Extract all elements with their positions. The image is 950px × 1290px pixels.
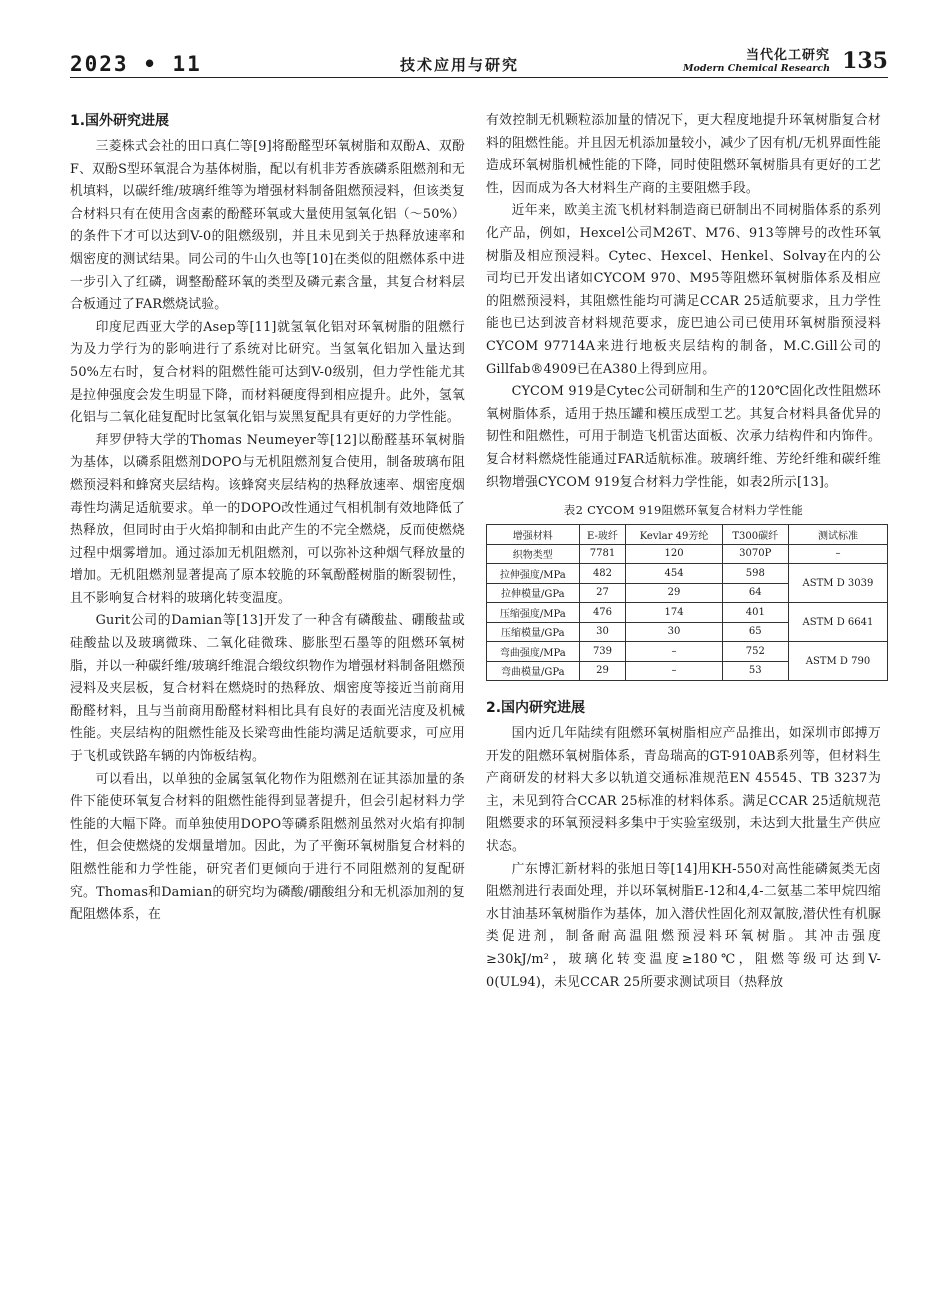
table-cell: 482 <box>579 564 626 584</box>
table-cell: 739 <box>579 642 626 662</box>
table-cell: 3070P <box>722 544 788 564</box>
table-cell: 织物类型 <box>487 544 580 564</box>
table-cell: 454 <box>626 564 722 584</box>
table-cell: 7781 <box>579 544 626 564</box>
journal-name-cn: 当代化工研究 <box>745 48 830 63</box>
table-header: T300碳纤 <box>722 525 788 545</box>
table-cell: 120 <box>626 544 722 564</box>
table-cell: 30 <box>626 622 722 642</box>
table-cell: 476 <box>579 603 626 623</box>
table-cell: 752 <box>722 642 788 662</box>
table-cell: 29 <box>626 583 722 603</box>
paragraph: 广东博汇新材料的张旭日等[14]用KH-550对高性能磷氮类无卤阻燃剂进行表面处理，并以环氧树脂E-12和4,4-二氨基二苯甲烷四缩水甘油基环氧树脂作为基体，加入潜伏性固化剂双氰胺,潜伏性有机脲类促进剂，制备耐高温阻燃预浸料环氧树脂。其冲击强度≥30kJ/m²，玻璃化转变温度≥180℃，阻燃等级可达到V-0(UL94)，未见CCAR 25所要求测试项目（热释放 <box>486 861 881 990</box>
table-cell: 53 <box>722 661 788 681</box>
test-standard-cell: ASTM D 790 <box>788 642 887 681</box>
paragraph: 近年来，欧美主流飞机材料制造商已研制出不同树脂体系的系列化产品，例如，Hexcel公司M26T、M76、913等牌号的改性环氧树脂及相应预浸料。Cytec、Hexcel、Henkel、Solvay在内的公司均已开发出诸如CYCOM 970、M95等阻燃环氧树脂体系及相应的阻燃预浸料，其阻燃性能均可满足CCAR 25适航要求，且力学性能也已达到波音材料规范要求，庞巴迪公司已使用环氧树脂预浸料CYCOM 97714A来进行地板夹层结构的制备，M.C.Gill公司的Gillfab®4909已在A380上得到应用。 <box>486 203 881 377</box>
table-cell: 压缩强度/MPa <box>487 603 580 623</box>
table-cell: 174 <box>626 603 722 623</box>
table-caption: 表2 CYCOM 919阻燃环氧复合材料力学性能 <box>563 503 804 518</box>
properties-table <box>486 524 888 681</box>
table-row <box>487 603 888 623</box>
table-cell: 598 <box>722 564 788 584</box>
section-heading-foreign: 1.国外研究进展 <box>70 113 170 129</box>
table-cell: – <box>626 661 722 681</box>
right-column <box>486 110 881 994</box>
table-cell: 弯曲模量/GPa <box>487 661 580 681</box>
table-row <box>487 564 888 584</box>
journal-name-en: Modern Chemical Research <box>683 63 830 74</box>
table-header-row <box>487 525 888 545</box>
paragraph: 三菱株式会社的田口真仁等[9]将酚醛型环氧树脂和双酚A、双酚F、双酚S型环氧混合为基体树脂，配以有机非芳香族磷系阻燃剂和无机填料，以碳纤维/玻璃纤维等为增强材料制备阻燃预浸料，但该类复合材料只有在使用含卤素的酚醛环氧或大量使用氢氧化铝（～50%）的条件下才可以达到V-0的阻燃级别，并且未见到关于热释放速率和烟密度的测试结果。同公司的牛山久也等[10]在类似的阻燃体系中进一步引入了红磷，调整酚醛环氧的类型及磷元素含量，其复合材料层合板通过了FAR燃烧试验。 <box>70 139 465 313</box>
paragraph: 拜罗伊特大学的Thomas Neumeyer等[12]以酚醛基环氧树脂为基体，以磷系阻燃剂DOPO与无机阻燃剂复合使用，制备玻璃布阻燃预浸料和蜂窝夹层结构。该蜂窝夹层结构的热释放速率、烟密度烟毒性均满足适航要求。单一的DOPO改性通过气相机制有效地降低了热释放，但同时由于火焰抑制和由此产生的不完全燃烧，反而使燃烧过程中烟雾增加。通过添加无机阻燃剂，可以弥补这种烟气释放量的增加。无机阻燃剂显著提高了原本较脆的环氧酚醛树脂的断裂韧性，且不影响复合材料的玻璃化转变温度。 <box>70 432 465 606</box>
page-number: 135 <box>842 48 888 74</box>
table-row <box>487 544 888 564</box>
table-cell: 拉伸模量/GPa <box>487 583 580 603</box>
header-rule <box>70 77 888 78</box>
paragraph: Gurit公司的Damian等[13]开发了一种含有磷酸盐、硼酸盐或硅酸盐以及玻璃微珠、二氧化硅微珠、膨胀型石墨等的阻燃环氧树脂，并以一种碳纤维/玻璃纤维混合缎纹织物作为增强材料制备阻燃预浸料及夹层板，复合材料在燃烧时的热释放、烟密度等接近当前商用酚醛材料，且与当前商用酚醛材料相比具有良好的表面光洁度及机械性能。夹层结构的阻燃性能及长梁弯曲性能均满足适航要求，可应用于飞机或铁路车辆的内饰板结构。 <box>70 613 465 765</box>
paragraph: 可以看出，以单独的金属氢氧化物作为阻燃剂在证其添加量的条件下能使环氧复合材料的阻燃性能得到显著提升，但会引起材料力学性能的大幅下降。而单独使用DOPO等磷系阻燃剂虽然对火焰有抑制性，但会使燃烧的发烟量增加。因此，为了平衡环氧树脂复合材料的阻燃性能和力学性能，研究者们更倾向于进行不同阻燃剂的复配研究。Thomas和Damian的研究均为磷酸/硼酸组分和无机添加剂的复配阻燃体系，在 <box>70 771 465 923</box>
paragraph: 有效控制无机颗粒添加量的情况下，更大程度地提升环氧树脂复合材料的阻燃性能。并且因无机添加量较小，减少了因有机/无机界面性能造成环氧树脂机械性能的下降，同时使阻燃环氧树脂具有更好的工艺性，因而成为各大材料生产商的主要阻燃手段。 <box>486 113 881 196</box>
section-heading-domestic: 2.国内研究进展 <box>486 700 586 717</box>
table-header: 增强材料 <box>487 525 580 545</box>
table-header: Kevlar 49芳纶 <box>626 525 722 545</box>
table-cell: – <box>788 544 887 564</box>
table-cell: 弯曲强度/MPa <box>487 642 580 662</box>
section-title: 技术应用与研究 <box>400 56 520 74</box>
table-cell: 65 <box>722 622 788 642</box>
table-header: E-玻纤 <box>579 525 626 545</box>
left-column <box>70 110 465 927</box>
table-cell: 401 <box>722 603 788 623</box>
table-cell: 27 <box>579 583 626 603</box>
table-cell: 29 <box>579 661 626 681</box>
table-cell: 拉伸强度/MPa <box>487 564 580 584</box>
paragraph: 国内近几年陆续有阻燃环氧树脂相应产品推出，如深圳市郎搏万开发的阻燃环氧树脂体系，青岛瑞高的GT-910AB系列等，但材料生产商研发的材料大多以轨道交通标准规范EN 45545、TB 3237为主，未见到符合CCAR 25标准的材料体系。满足CCAR 25适航规范阻燃要求的环氧预浸料多集中于实验室级别，未达到大批量生产供应状态。 <box>486 726 881 855</box>
table-row <box>487 642 888 662</box>
page-header <box>70 40 888 80</box>
paragraph: CYCOM 919是Cytec公司研制和生产的120℃固化改性阻燃环氧树脂体系，适用于热压罐和模压成型工艺。其复合材料具备优异的韧性和阻燃性，可用于制造飞机雷达面板、次承力结构件和内饰件。复合材料燃烧性能通过FAR适航标准。玻璃纤维、芳纶纤维和碳纤维织物增强CYCOM 919复合材料力学性能，如表2所示[13]。 <box>486 384 881 490</box>
paragraph: 印度尼西亚大学的Asep等[11]就氢氧化铝对环氧树脂的阻燃行为及力学行为的影响进行了系统对比研究。当氢氧化铝加入量达到50%左右时，复合材料的阻燃性能可达到V-0级别，但力学性能尤其是拉伸强度会发生明显下降，而材料硬度得到相应提升。此外，氢氧化铝与二氧化硅复配时比氢氧化铝与炭黑复配具有更好的力学性能。 <box>70 319 465 426</box>
table-cell: – <box>626 642 722 662</box>
table-cell: 30 <box>579 622 626 642</box>
journal-name <box>683 44 830 74</box>
issue-date: 2023 • 11 <box>70 52 202 76</box>
table-header: 测试标准 <box>788 525 887 545</box>
test-standard-cell: ASTM D 6641 <box>788 603 887 642</box>
test-standard-cell: ASTM D 3039 <box>788 564 887 603</box>
table-cell: 64 <box>722 583 788 603</box>
table-cell: 压缩模量/GPa <box>487 622 580 642</box>
